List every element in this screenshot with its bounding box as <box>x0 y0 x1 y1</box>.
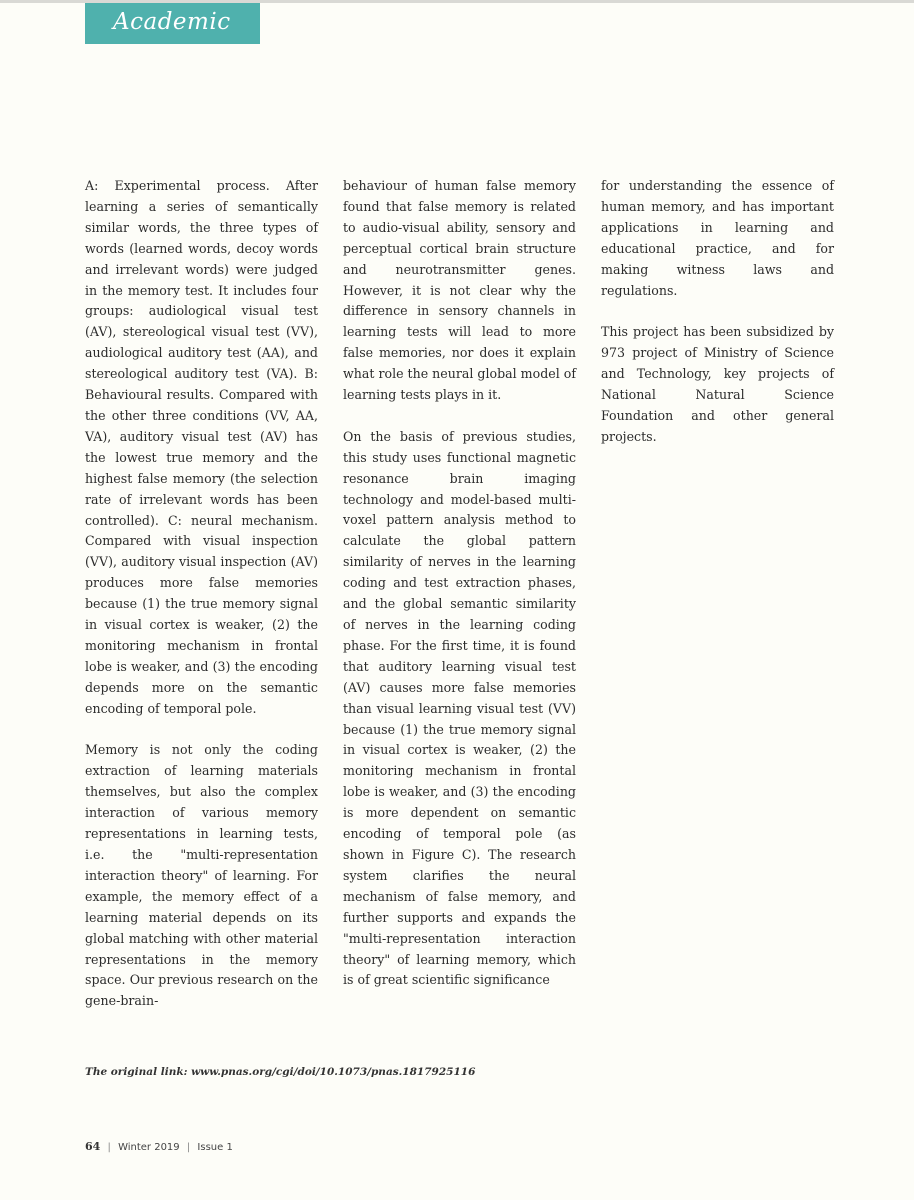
section-tag <box>85 3 260 44</box>
section-title: Academic <box>113 9 231 35</box>
footer-separator: | <box>186 1142 191 1153</box>
paragraph: This project has been subsidized by 973 project of Ministry of Science and Technology, key projects of National Natural Science Foundation and other general projects. <box>601 324 834 444</box>
paragraph: behaviour of human false memory found that false memory is related to audio-visual ability, sensory and perceptual cortical brain structure and neurotransmitter genes. However, it is not clear why the difference in sensory channels in learning tests will lead to more false memories, nor does it explain what role the neural global model of learning tests plays in it. <box>343 178 576 403</box>
page-number: 64 <box>85 1140 101 1153</box>
paragraph: On the basis of previous studies, this study uses functional magnetic resonance brain imaging technology and model-based multi-voxel pattern analysis method to calculate the global pattern similarity of nerves in the learning coding and test extraction phases, and the global semantic similarity of nerves in the learning coding phase. For the first time, it is found that auditory learning visual test (AV) causes more false memories than visual learning visual test (VV) because (1) the true memory signal in visual cortex is weaker, (2) the monitoring mechanism in frontal lobe is weaker, and (3) the encoding is more dependent on semantic encoding of temporal pole (as shown in Figure C). The research system clarifies the neural mechanism of false memory, and further supports and expands the "multi-representation interaction theory" of learning memory, which is of great scientific significance <box>343 428 576 988</box>
text-column-3 <box>601 176 834 448</box>
source-link[interactable]: The original link: www.pnas.org/cgi/doi/10.1073/pnas.1817925116 <box>85 1066 476 1078</box>
issue-number: Issue 1 <box>197 1142 233 1153</box>
footer-separator: | <box>107 1142 111 1153</box>
text-column-2 <box>343 176 576 991</box>
paragraph: for understanding the essence of human memory, and has important applications in learning and educational practice, and for making witness laws and regulations. <box>601 178 834 298</box>
paragraph: A: Experimental process. After learning a series of semantically similar words, the three types of words (learned words, decoy words and irrelevant words) were judged in the memory test. It includes four groups: audiological visual test (AV), stereological visual test (VV), audiological auditory test (AA), and stereological auditory test (VA). B: Behavioural results. Compared with the other three conditions (VV, AA, VA), auditory visual test (AV) has the lowest true memory and the highest false memory (the selection rate of irrelevant words has been controlled). C: neural mechanism. Compared with visual inspection (VV), auditory visual inspection (AV) produces more false memories because (1) the true memory signal in visual cortex is weaker, (2) the monitoring mechanism in frontal lobe is weaker, and (3) the encoding depends more on the semantic encoding of temporal pole. <box>85 178 318 716</box>
page-footer <box>85 1140 233 1153</box>
text-column-1 <box>85 176 318 1012</box>
issue-date: Winter 2019 <box>118 1142 180 1153</box>
paragraph: Memory is not only the coding extraction of learning materials themselves, but also the complex interaction of various memory representations in learning tests, i.e. the "multi-representation interaction theory" of learning. For example, the memory effect of a learning material depends on its global matching with other material representations in the memory space. Our previous research on the gene-brain- <box>85 742 318 1009</box>
